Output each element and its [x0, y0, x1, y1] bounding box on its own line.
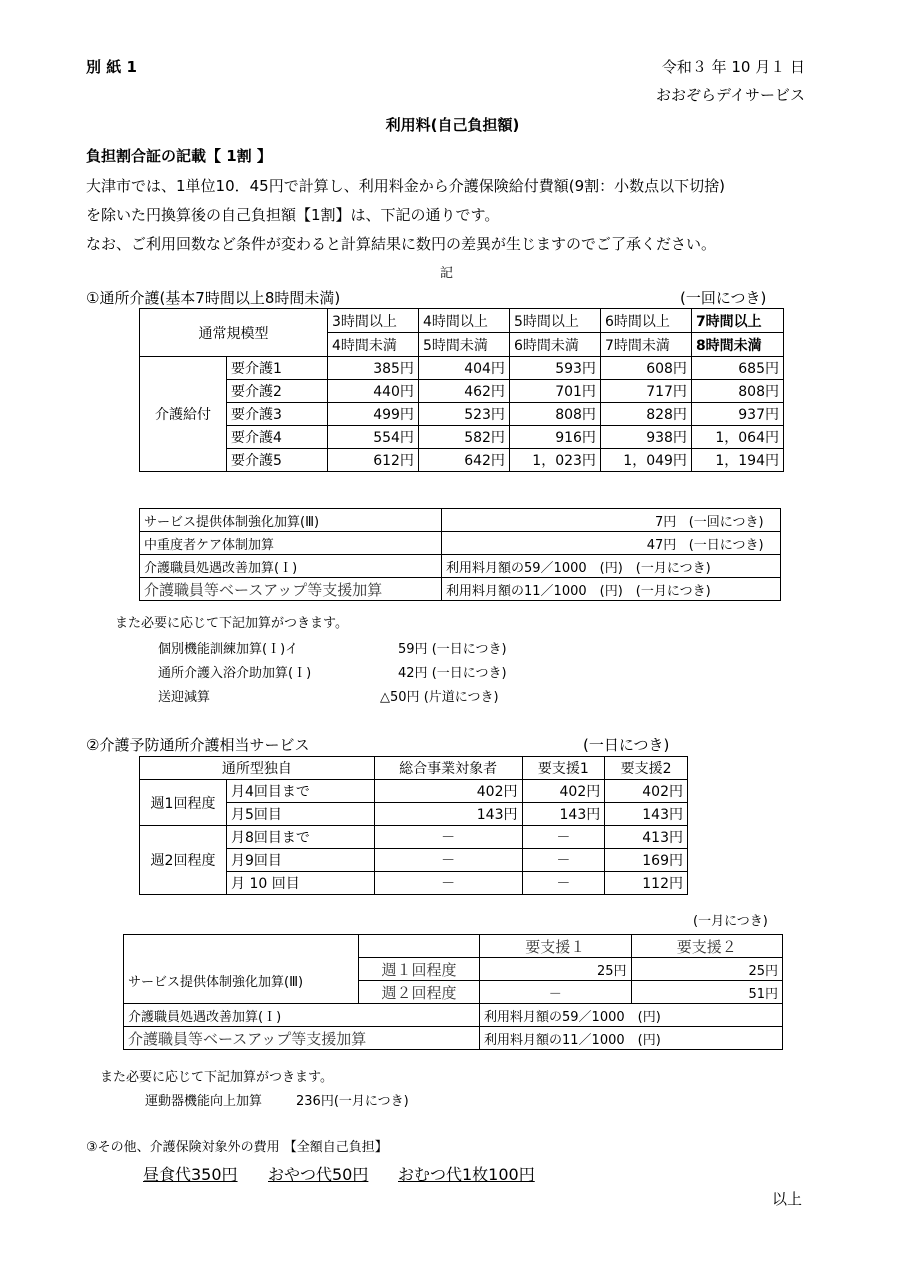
addon-name: 中重度者ケア体制加算 [140, 532, 442, 555]
table-cell: － [374, 826, 522, 849]
addon-name: 介護職員処遇改善加算(Ｉ) [140, 555, 442, 578]
column-header: 6時間以上 [600, 309, 691, 333]
table-cell: 593円 [509, 357, 600, 380]
table-row [124, 1027, 783, 1050]
addon-unit: (一日につき) [688, 537, 764, 553]
extra-amount: △50円 [380, 690, 420, 705]
table-row [140, 555, 781, 578]
row-label: 月5回目 [227, 803, 375, 826]
table-corner: 通常規模型 [140, 309, 328, 357]
table-cell: 938円 [600, 426, 691, 449]
addon-value: 利用料月額の59／1000 (円) (一月につき) [442, 555, 781, 578]
column-header: 4時間未満 [327, 333, 418, 357]
ratio-heading: 負担割合証の記載【 1割 】 [86, 147, 272, 165]
table-cell: 642円 [418, 449, 509, 472]
table-cell: 169円 [605, 849, 688, 872]
table-cell: 25円 [631, 958, 783, 981]
section2-addon-table [123, 934, 783, 1050]
lunch-fee: 昼食代350円 [143, 1165, 238, 1184]
row-label: 要介護4 [227, 426, 328, 449]
table-cell: － [522, 872, 605, 895]
row-group-label: 介護給付 [140, 357, 227, 472]
empty-cell [124, 935, 359, 958]
section1-extra-note: また必要に応じて下記加算がつきます。 [115, 616, 348, 631]
attachment-label: 別 紙 1 [86, 58, 137, 76]
addon-value: 利用料月額の11／1000 (円) (一月につき) [442, 578, 781, 601]
column-header: 3時間以上 [327, 309, 418, 333]
table-cell: 808円 [509, 403, 600, 426]
row-label: 月 10 回目 [227, 872, 375, 895]
addon-name: サービス提供体制強化加算(Ⅲ) [140, 509, 442, 532]
table-cell: 402円 [605, 780, 688, 803]
table-cell: 808円 [691, 380, 783, 403]
table-row [140, 380, 784, 403]
table-cell: 582円 [418, 426, 509, 449]
column-header: 5時間未満 [418, 333, 509, 357]
table-cell: － [480, 981, 632, 1004]
document-date: 令和３ 年 10 月１ 日 [661, 58, 805, 76]
intro-line-1: 大津市では、1単位10．45円で計算し、利用料金から介護保険給付費額(9割：小数点以下切捨) [86, 177, 725, 195]
column-header: 8時間未満 [691, 333, 783, 357]
care-fee-table [139, 308, 784, 472]
table-cell: 1，064円 [691, 426, 783, 449]
table-cell: － [522, 826, 605, 849]
section2-unit: (一日につき) [583, 736, 670, 754]
addon-value [442, 532, 781, 555]
table-row [124, 1004, 783, 1027]
organization-name: おおぞらデイサービス [656, 86, 805, 104]
table-row [140, 357, 784, 380]
extra-name: 送迎減算 [158, 690, 211, 705]
intro-line-3: なお、ご利用回数など条件が変わると計算結果に数円の差異が生じますのでご了承ください。 [86, 235, 717, 253]
addon-unit: (一回につき) [688, 514, 764, 530]
table-cell: 523円 [418, 403, 509, 426]
diaper-fee: おむつ代1枚100円 [398, 1165, 535, 1184]
snack-fee: おやつ代50円 [268, 1165, 369, 1184]
addon-amount: 7円 [655, 514, 677, 530]
table-cell: 937円 [691, 403, 783, 426]
column-header: 5時間以上 [509, 309, 600, 333]
ki-mark: 記 [440, 266, 454, 281]
table-cell: － [374, 849, 522, 872]
row-label: 要介護2 [227, 380, 328, 403]
extra-value [398, 638, 507, 657]
table-cell: － [374, 872, 522, 895]
section2-unit-month: (一月につき) [693, 914, 768, 929]
section1-heading: ①通所介護(基本7時間以上8時間未満) [86, 289, 341, 307]
table-row [140, 509, 781, 532]
table-cell: 499円 [327, 403, 418, 426]
column-header: 要支援１ [480, 935, 632, 958]
table-cell: 385円 [327, 357, 418, 380]
row-group-label: 週2回程度 [140, 826, 227, 895]
row-label: 要介護5 [227, 449, 328, 472]
extra-name: 運動器機能向上加算 [145, 1094, 263, 1109]
table-cell: 1，049円 [600, 449, 691, 472]
table-cell: － [522, 849, 605, 872]
table-cell: 402円 [522, 780, 605, 803]
extra-unit: (一日につき) [431, 642, 507, 657]
table-cell: 828円 [600, 403, 691, 426]
section2-heading: ②介護予防通所介護相当サービス [86, 736, 310, 754]
addon-name: サービス提供体制強化加算(Ⅲ) [124, 958, 359, 1004]
row-label: 週１回程度 [359, 958, 480, 981]
column-header: 要支援1 [522, 757, 605, 780]
row-label: 月8回目まで [227, 826, 375, 849]
row-label: 月9回目 [227, 849, 375, 872]
table-cell: 701円 [509, 380, 600, 403]
section1-unit: (一回につき) [680, 289, 767, 307]
addon-value: 利用料月額の11／1000 (円) [480, 1027, 783, 1050]
column-header: 4時間以上 [418, 309, 509, 333]
table-cell: 143円 [374, 803, 522, 826]
row-label: 月4回目まで [227, 780, 375, 803]
column-header: 要支援2 [605, 757, 688, 780]
table-cell: 143円 [605, 803, 688, 826]
column-header: 7時間以上 [691, 309, 783, 333]
intro-line-2: を除いた円換算後の自己負担額【1割】は、下記の通りです。 [86, 206, 500, 224]
extra-unit: (一日につき) [431, 666, 507, 681]
extra-amount: 59円 [398, 642, 428, 657]
table-cell: 685円 [691, 357, 783, 380]
extra-value: 236円(一月につき) [296, 1094, 409, 1109]
table-row [140, 780, 688, 803]
addon-name: 介護職員等ベースアップ等支援加算 [140, 578, 442, 601]
row-label: 要介護1 [227, 357, 328, 380]
table-cell: 612円 [327, 449, 418, 472]
table-row [140, 532, 781, 555]
column-header: 7時間未満 [600, 333, 691, 357]
table-cell: 402円 [374, 780, 522, 803]
extra-unit: (片道につき) [423, 690, 499, 705]
extra-name: 個別機能訓練加算(Ｉ)イ [158, 642, 299, 657]
table-row [140, 578, 781, 601]
section3-heading: ③その他、介護保険対象外の費用 【全額自己負担】 [86, 1140, 388, 1155]
addon-name: 介護職員処遇改善加算(Ｉ) [124, 1004, 480, 1027]
table-cell: 112円 [605, 872, 688, 895]
table-row [140, 403, 784, 426]
extra-name: 通所介護入浴介助加算(Ｉ) [158, 666, 312, 681]
addon-value [442, 509, 781, 532]
table-row [124, 958, 783, 981]
table-cell: 916円 [509, 426, 600, 449]
row-group-label: 週1回程度 [140, 780, 227, 826]
table-cell: 554円 [327, 426, 418, 449]
table-cell: 440円 [327, 380, 418, 403]
column-header: 6時間未満 [509, 333, 600, 357]
section1-addon-table [139, 508, 781, 601]
extra-amount: 42円 [398, 666, 428, 681]
column-header: 総合事業対象者 [374, 757, 522, 780]
addon-amount: 47円 [646, 537, 677, 553]
table-row [140, 449, 784, 472]
end-mark: 以上 [772, 1190, 803, 1208]
table-cell: 413円 [605, 826, 688, 849]
section2-extra-note: また必要に応じて下記加算がつきます。 [100, 1070, 333, 1085]
table-cell: 404円 [418, 357, 509, 380]
table-cell: 51円 [631, 981, 783, 1004]
prevention-fee-table [139, 756, 688, 895]
table-cell: 25円 [480, 958, 632, 981]
table-cell: 717円 [600, 380, 691, 403]
table-cell: 608円 [600, 357, 691, 380]
table-row [140, 426, 784, 449]
table-corner: 通所型独自 [140, 757, 375, 780]
table-cell: 462円 [418, 380, 509, 403]
extra-value [380, 686, 499, 705]
table-cell: 1，194円 [691, 449, 783, 472]
page-title: 利用料(自己負担額) [385, 116, 520, 134]
column-header: 要支援２ [631, 935, 783, 958]
row-label: 週２回程度 [359, 981, 480, 1004]
table-cell: 143円 [522, 803, 605, 826]
addon-name: 介護職員等ベースアップ等支援加算 [124, 1027, 480, 1050]
addon-value: 利用料月額の59／1000 (円) [480, 1004, 783, 1027]
row-label: 要介護3 [227, 403, 328, 426]
table-row [140, 826, 688, 849]
extra-value [398, 662, 507, 681]
empty-cell [359, 935, 480, 958]
table-cell: 1，023円 [509, 449, 600, 472]
